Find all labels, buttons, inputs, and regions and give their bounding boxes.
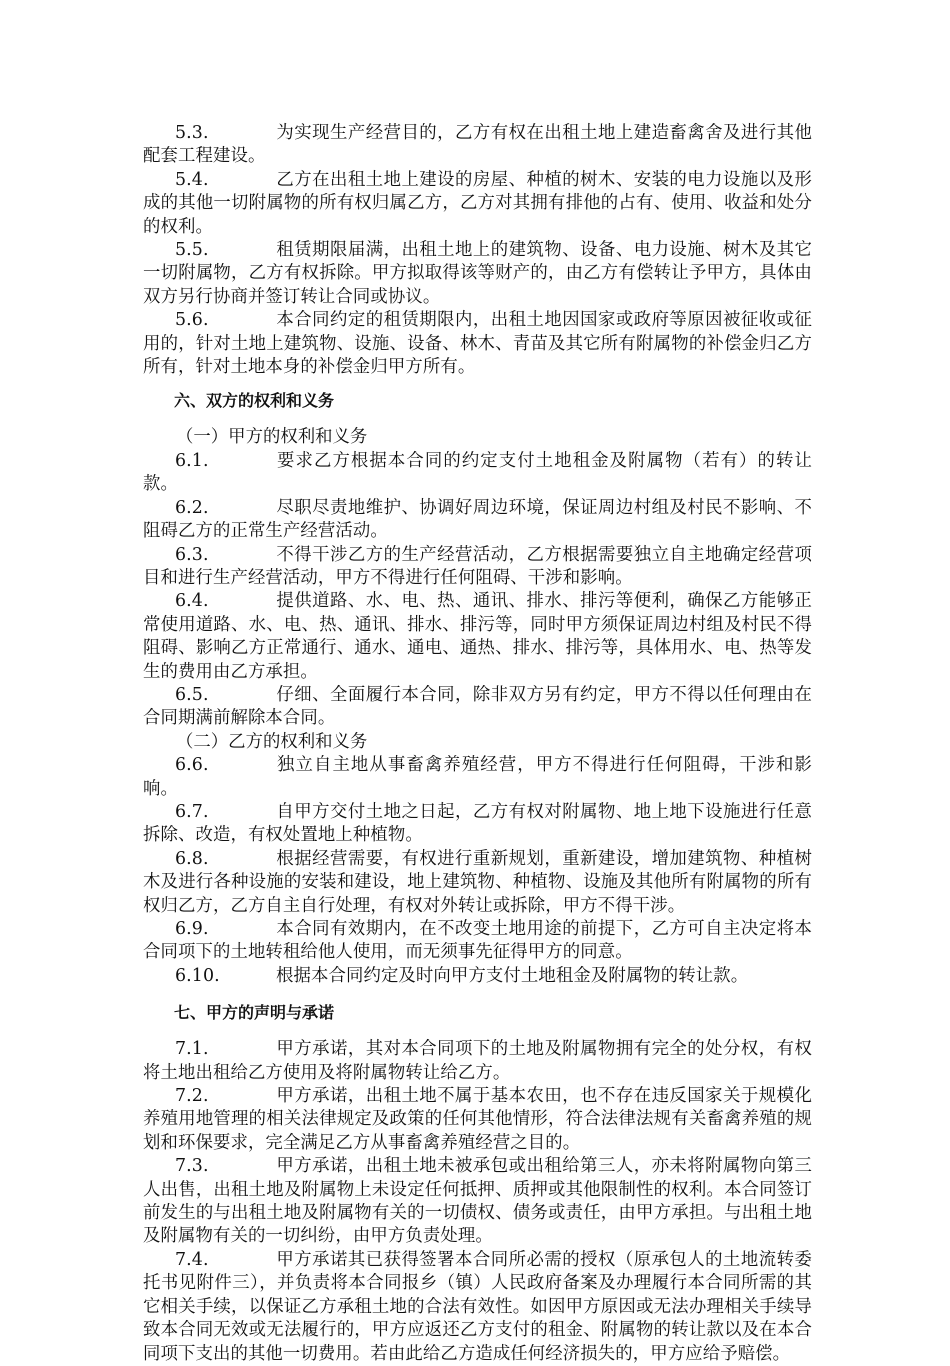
clause-text: 甲方承诺其已获得签署本合同所必需的授权（原承包人的土地流转委托书见附件三），并负责将本合同报乡（镇）人民政府备案及办理履行本合同所需的其它相关手续，以保证乙方承租土地的合法有效性。如因甲方原因或无法办理相关手续导致本合同无效或无法履行的，甲方应返还乙方支付的租金、附属物的转让款以及在本合同项下支出的其他一切费用。若由此给乙方造成任何经济损失的，甲方应给予赔偿。 [143, 1249, 812, 1364]
clause-6-2 [143, 497, 812, 544]
clause-text: 根据经营需要，有权进行重新规划，重新建设，增加建筑物、种植树木及进行各种设施的安装和建设，地上建筑物、种植物、设施及其他所有附属物的所有权归乙方，乙方自主自行处理，有权对外转让或拆除，甲方不得干涉。 [143, 848, 812, 916]
clause-text: 为实现生产经营目的，乙方有权在出租土地上建造畜禽舍及进行其他配套工程建设。 [143, 123, 812, 167]
clause-6-9 [143, 918, 812, 965]
clause-text: 甲方承诺，出租土地未被承包或出租给第三人，亦未将附属物向第三人出售，出租土地及附属物上未设定任何抵押、质押或其他限制性的权利。本合同签订前发生的与出租土地及附属物有关的一切债权、债务或责任，由甲方承担。与出租土地及附属物有关的一切纠纷，由甲方负责处理。 [143, 1156, 812, 1247]
clause-6-1 [143, 450, 812, 497]
clause-6-3 [143, 544, 812, 591]
clause-number: 5.6. [175, 310, 209, 331]
clause-text: 租赁期限届满，出租土地上的建筑物、设备、电力设施、树木及其它一切附属物，乙方有权拆除。甲方拟取得该等财产的，由乙方有偿转让予甲方，具体由双方另行协商并签订转让合同或协议。 [143, 240, 812, 307]
clause-text: 尽职尽责地维护、协调好周边环境，保证周边村组及村民不影响、不阻碍乙方的正常生产经营活动。 [143, 497, 812, 542]
section-6-heading: 六、双方的权利和义务 [174, 391, 335, 411]
subsection-a-heading: （一）甲方的权利和义务 [176, 427, 368, 448]
clause-text: 不得干涉乙方的生产经营活动，乙方根据需要独立自主地确定经营项目和进行生产经营活动，甲方不得进行任何阻碍、干涉和影响。 [143, 544, 812, 588]
clause-6-10 [143, 965, 812, 988]
clause-7-4 [143, 1249, 812, 1366]
clause-number: 5.3. [175, 123, 209, 143]
clause-number: 5.4. [175, 169, 209, 190]
clause-text: 乙方在出租土地上建设的房屋、种植的树木、安装的电力设施以及形成的其他一切附属物的所有权归属乙方，乙方对其拥有排他的占有、使用、收益和处分的权利。 [143, 169, 812, 237]
clause-6-5 [143, 684, 812, 731]
clause-6-8 [143, 848, 812, 918]
clause-7-2 [143, 1085, 812, 1155]
clause-6-7 [143, 801, 812, 848]
clause-number: 6.10. [175, 965, 220, 986]
clause-text: 本合同约定的租赁期限内，出租土地因国家或政府等原因被征收或征用的，针对土地上建筑物、设施、设备、林木、青苗及其它所有附属物的补偿金归乙方所有，针对土地本身的补偿金归甲方所有。 [143, 310, 812, 378]
clause-number: 6.3. [175, 544, 209, 565]
clause-5-5 [143, 239, 812, 309]
clause-6-4 [143, 590, 812, 684]
clause-number: 6.8. [175, 848, 209, 869]
clause-text: 甲方承诺，其对本合同项下的土地及附属物拥有完全的处分权，有权将土地出租给乙方使用及将附属物转让给乙方。 [143, 1039, 812, 1083]
clause-text: 要求乙方根据本合同的约定支付土地租金及附属物（若有）的转让款。 [143, 450, 812, 495]
clause-text: 本合同有效期内，在不改变土地用途的前提下，乙方可自主决定将本合同项下的土地转租给他人使用，而无须事先征得甲方的同意。 [143, 919, 812, 963]
clause-5-3 [143, 122, 812, 169]
clause-number: 6.9. [175, 919, 209, 939]
clause-7-1 [143, 1038, 812, 1085]
clause-5-4 [143, 169, 812, 239]
clause-5-6 [143, 309, 812, 379]
clause-text: 根据本合同约定及时向甲方支付土地租金及附属物的转让款。 [276, 965, 749, 986]
clause-number: 7.1. [175, 1039, 209, 1060]
clause-number: 7.2. [175, 1086, 209, 1107]
clause-number: 6.1. [175, 450, 209, 471]
clause-number: 6.4. [175, 591, 209, 612]
clause-text: 自甲方交付土地之日起，乙方有权对附属物、地上地下设施进行任意拆除、改造，有权处置地上种植物。 [143, 801, 812, 846]
clause-number: 6.7. [175, 801, 209, 822]
clause-number: 5.5. [175, 240, 209, 261]
clause-number: 7.3. [175, 1156, 209, 1177]
clause-text: 仔细、全面履行本合同，除非双方另有约定，甲方不得以任何理由在合同期满前解除本合同。 [143, 684, 812, 729]
subsection-b-heading: （二）乙方的权利和义务 [176, 731, 368, 752]
clause-text: 独立自主地从事畜禽养殖经营，甲方不得进行任何阻碍，干涉和影响。 [143, 755, 812, 799]
clause-6-6 [143, 754, 812, 801]
clause-number: 7.4. [175, 1249, 209, 1270]
section-7-heading: 七、甲方的声明与承诺 [174, 1003, 335, 1023]
clause-text: 甲方承诺，出租土地不属于基本农田，也不存在违反国家关于规模化养殖用地管理的相关法律规定及政策的任何其他情形，符合法律法规有关畜禽养殖的规划和环保要求，完全满足乙方从事畜禽养殖经营之目的。 [143, 1086, 812, 1153]
clause-7-3 [143, 1155, 812, 1249]
clause-number: 6.6. [175, 755, 209, 776]
clause-number: 6.2. [175, 497, 209, 518]
clause-number: 6.5. [175, 684, 209, 705]
clause-text: 提供道路、水、电、热、通讯、排水、排污等便利，确保乙方能够正常使用道路、水、电、热、通讯、排水、排污等，同时甲方须保证周边村组及村民不得阻碍、影响乙方正常通行、通水、通电、通热、排水、排污等，具体用水、电、热等发生的费用由乙方承担。 [143, 591, 812, 682]
